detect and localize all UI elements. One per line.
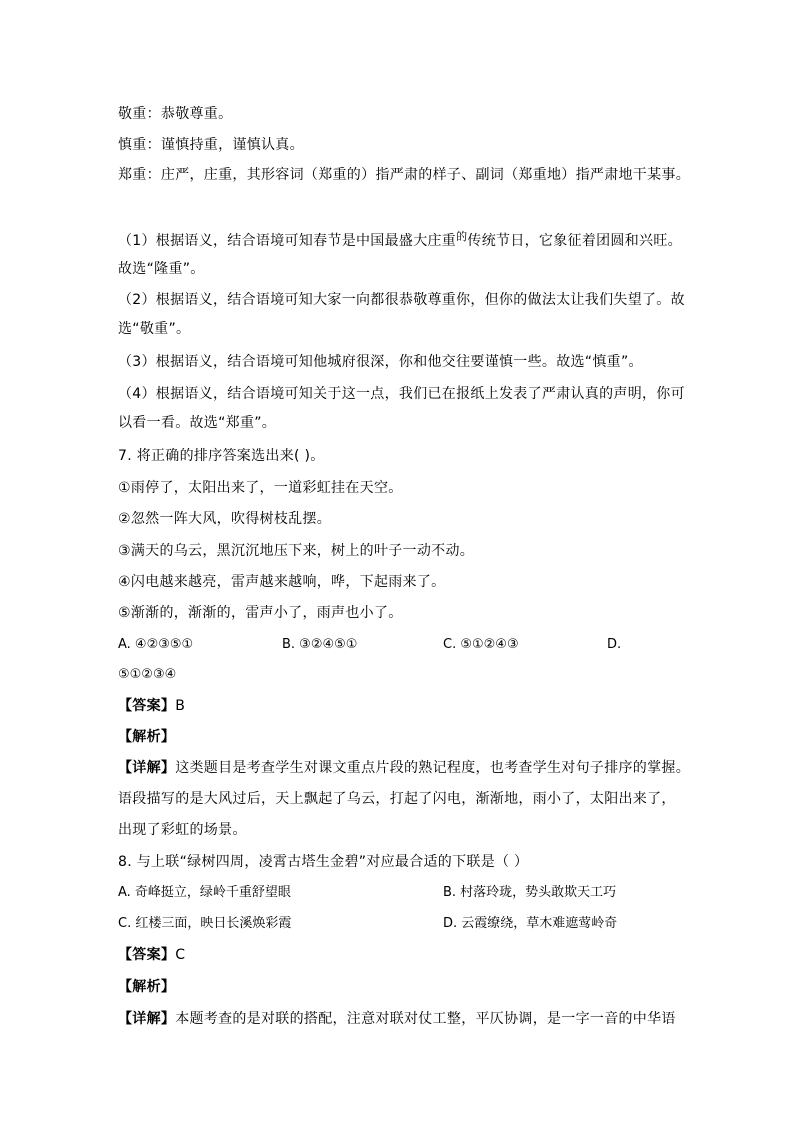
q8-detail-tag: 【详解】 [118,1011,176,1027]
q7-sentence-5: ⑤渐渐的，渐渐的，雷声小了，雨声也小了。 [118,605,403,621]
q7-answer-value: B [175,698,186,714]
q7-sentence-3: ③满天的乌云，黑沉沉地压下来，树上的叶子一动不动。 [118,543,475,559]
q7-detail-line3: 出现了彩虹的场景。 [118,822,247,838]
q8-detail [118,1010,676,1028]
q7-option-b: B. ③②④⑤① [282,637,358,652]
question-7-title: 7. 将正确的排序答案选出来( )。 [118,448,325,464]
q7-option-d-value: ⑤①②③④ [118,667,177,682]
q8-analysis-tag: 【解析】 [118,979,176,995]
q7-detail-line2: 语段描写的是大风过后，天上飘起了乌云，打起了闪电，渐渐地，雨小了，太阳出来了， [118,791,676,807]
analysis-item-1 [118,232,682,251]
q8-answer-tag: 【答案】 [118,947,176,963]
definition-zhengzhong: 郑重：庄严，庄重，其形容词（郑重的）指严肃的样子、副词（郑重地）指严肃地干某事。 [118,167,690,183]
q8-option-a: A. 奇峰挺立，绿岭千重舒望眼 [118,885,291,900]
q8-option-c: C. 红楼三面，映日长溪焕彩霞 [118,916,292,931]
q8-answer [118,946,185,964]
q7-sentence-4: ④闪电越来越亮，雷声越来越响，哗，下起雨来了。 [118,574,446,590]
q7-answer [118,697,185,715]
q7-analysis-tag: 【解析】 [118,729,176,745]
q7-detail-tag: 【详解】 [118,760,176,776]
definition-jingzhong: 敬重：恭敬尊重。 [118,106,233,122]
analysis-item-1-superscript: 的 [456,230,468,243]
q7-sentence-1: ①雨停了，太阳出来了，一道彩虹挂在天空。 [118,480,403,496]
q8-answer-value: C [175,947,186,963]
q7-option-c: C. ⑤①②④③ [443,637,519,652]
analysis-item-1-line2: 故选“隆重”。 [118,261,205,277]
q8-option-b: B. 村落玲珑，势头敢欺天工巧 [443,885,617,900]
analysis-item-3: （3）根据语义，结合语境可知他城府很深，你和他交往要谨慎一些。故选“慎重”。 [118,354,643,370]
q7-option-a: A. ④②③⑤① [118,637,194,652]
analysis-item-4: （4）根据语义，结合语境可知关于这一点，我们已在报纸上发表了严肃认真的声明，你可 [118,386,685,402]
definition-shenzhong: 慎重：谨慎持重，谨慎认真。 [118,137,304,153]
q7-detail [118,759,690,777]
analysis-item-1-text-a: （1）根据语义，结合语境可知春节是中国最盛大庄重 [118,233,457,249]
q7-answer-tag: 【答案】 [118,698,176,714]
q7-detail-text: 这类题目是考查学生对课文重点片段的熟记程度，也考查学生对句子排序的掌握。 [175,760,691,776]
analysis-item-1-text-b: 传统节日，它象征着团圆和兴旺。 [467,233,682,249]
question-8-title: 8. 与上联“绿树四周，凌霄古塔生金碧”对应最合适的下联是（ ） [118,854,529,870]
analysis-item-2-line2: 选“敬重”。 [118,321,191,337]
q8-detail-text: 本题考查的是对联的搭配，注意对联对仗工整，平仄协调，是一字一音的中华语 [175,1011,676,1027]
analysis-item-4-line2: 以看一看。故选“郑重”。 [118,415,277,431]
q8-option-d: D. 云霞缭绕，草木难遮莺岭奇 [443,916,618,931]
q7-option-d-label: D. [607,637,622,652]
q7-sentence-2: ②忽然一阵大风，吹得树枝乱摆。 [118,511,332,527]
analysis-item-2: （2）根据语义，结合语境可知大家一向都很恭敬尊重你，但你的做法太让我们失望了。故 [118,292,685,308]
